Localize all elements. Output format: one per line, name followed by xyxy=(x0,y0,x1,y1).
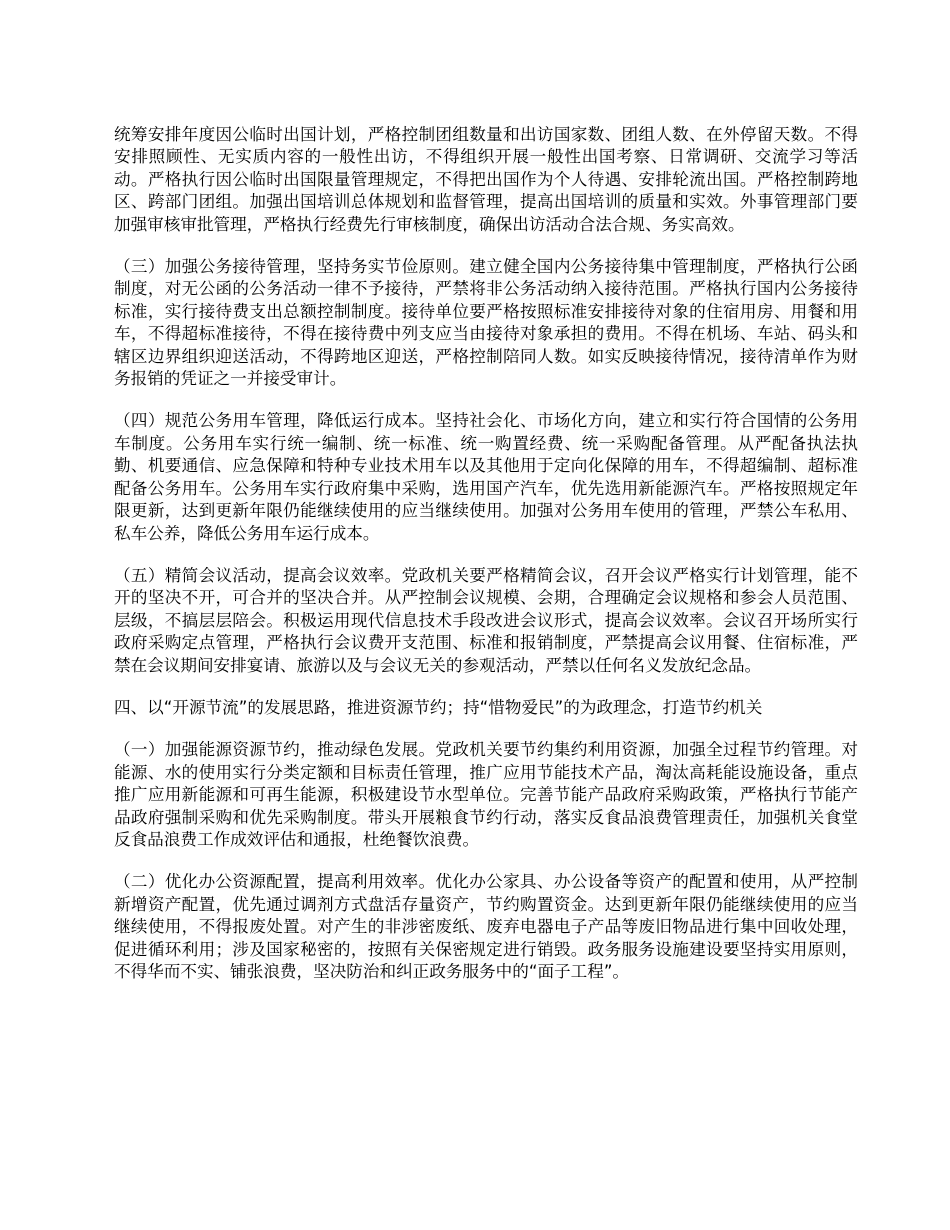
paragraph-meetings: （五）精简会议活动，提高会议效率。党政机关要严格精简会议，召开会议严格实行计划管理，能不开的坚决不开，可合并的坚决合并。从严控制会议规模、会期，合理确定会议规格和参会人员范围、层级，不搞层层陪会。积极运用现代信息技术手段改进会议形式，提高会议效率。会议召开场所实行政府采购定点管理，严格执行会议费开支范围、标准和报销制度，严禁提高会议用餐、住宿标准，严禁在会议期间安排宴请、旅游以及与会议无关的参观活动，严禁以任何名义发放纪念品。 xyxy=(114,565,858,675)
paragraph-official-vehicles: （四）规范公务用车管理，降低运行成本。坚持社会化、市场化方向，建立和实行符合国情的公务用车制度。公务用车实行统一编制、统一标准、统一购置经费、统一采购配备管理。从严配备执法执勤、机要通信、应急保障和特种专业技术用车以及其他用于定向化保障的用车，不得超编制、超标准配备公务用车。公务用车实行政府集中采购，选用国产汽车，优先选用新能源汽车。严格按照规定年限更新，达到更新年限仍能继续使用的应当继续使用。加强对公务用车使用的管理，严禁公车私用、私车公养，降低公务用车运行成本。 xyxy=(114,411,858,543)
paragraph-official-reception: （三）加强公务接待管理，坚持务实节俭原则。建立健全国内公务接待集中管理制度，严格执行公函制度，对无公函的公务活动一律不予接待，严禁将非公务活动纳入接待范围。严格执行国内公务接待标准，实行接待费支出总额控制制度。接待单位要严格按照标准安排接待对象的住宿用房、用餐和用车，不得超标准接待，不得在接待费中列支应当由接待对象承担的费用。不得在机场、车站、码头和辖区边界组织迎送活动，不得跨地区迎送，严格控制陪同人数。如实反映接待情况，接待清单作为财务报销的凭证之一并接受审计。 xyxy=(114,257,858,389)
paragraph-energy-saving: （一）加强能源资源节约，推动绿色发展。党政机关要节约集约利用资源，加强全过程节约管理。对能源、水的使用实行分类定额和目标责任管理，推广应用节能技术产品，淘汰高耗能设施设备，重点推广应用新能源和可再生能源，积极建设节水型单位。完善节能产品政府采购政策，严格执行节能产品政府强制采购和优先采购制度。带头开展粮食节约行动，落实反食品浪费管理责任，加强机关食堂反食品浪费工作成效评估和通报，杜绝餐饮浪费。 xyxy=(114,740,858,849)
document-body xyxy=(114,124,858,1003)
section-heading-resource-saving: 四、以“开源节流”的发展思路，推进资源节约；持“惜物爱民”的为政理念，打造节约机关 xyxy=(114,697,763,717)
paragraph-office-resources: （二）优化办公资源配置，提高利用效率。优化办公家具、办公设备等资产的配置和使用，从严控制新增资产配置，优先通过调剂方式盘活存量资产，节约购置资金。达到更新年限仍能继续使用的应当继续使用，不得报废处置。对产生的非涉密废纸、废弃电器电子产品等废旧物品进行集中回收处理，促进循环利用；涉及国家秘密的，按照有关保密规定进行销毁。政务服务设施建设要坚持实用原则，不得华而不实、铺张浪费，坚决防治和纠正政务服务中的“面子工程”。 xyxy=(114,872,858,981)
paragraph-overseas-visits: 统筹安排年度因公临时出国计划，严格控制团组数量和出访国家数、团组人数、在外停留天数。不得安排照顾性、无实质内容的一般性出访，不得组织开展一般性出国考察、日常调研、交流学习等活动。严格执行因公临时出国限量管理规定，不得把出国作为个人待遇、安排轮流出国。严格控制跨地区、跨部门团组。加强出国培训总体规划和监督管理，提高出国培训的质量和实效。外事管理部门要加强审核审批管理，严格执行经费先行审核制度，确保出访活动合法合规、务实高效。 xyxy=(114,125,858,234)
